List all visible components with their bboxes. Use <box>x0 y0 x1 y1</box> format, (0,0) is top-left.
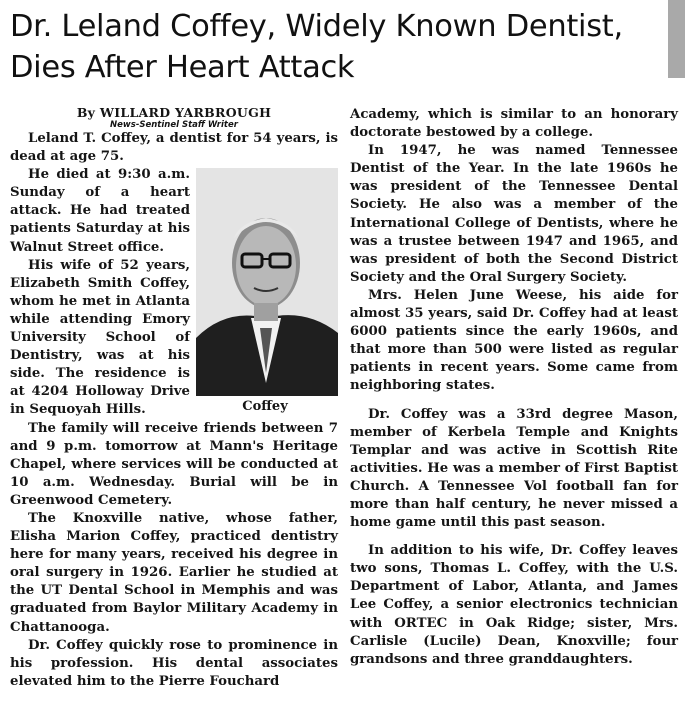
article-column-1 <box>10 105 338 691</box>
paragraph: Dr. Coffey was a 33rd degree Mason, member of Kerbela Temple and Knights Templar and was active in Scottish Rite activities. He was a member of First Baptist Church. A Tennessee Vol football fan for more than half century, he never missed a home game until this past season. <box>350 406 678 531</box>
portrait-photo <box>196 168 338 396</box>
paragraph: The family will receive friends between 7 and 9 p.m. tomorrow at Mann's Heritage Chapel, where services will be conducted at 10 a.m. Wednesday. Burial will be in Greenwood Cemetery. <box>10 420 338 508</box>
byline <box>10 105 338 130</box>
photo-figure <box>196 168 338 418</box>
paragraph: In addition to his wife, Dr. Coffey leaves two sons, Thomas L. Coffey, with the U.S. Department of Labor, Atlanta, and James Lee Coffey, a senior electronics technician with ORTEC in Oak Ridge; sister, Mrs. Carlisle (Lucile) Dean, Knoxville; four grandsons and three granddaughters. <box>350 543 678 667</box>
headline: Dr. Leland Coffey, Widely Known Dentist, Dies After Heart Attack <box>10 9 623 85</box>
paragraph: His wife of 52 years, Elizabeth Smith Coffey, whom he met in Atlanta while attending Emory University School of Dentistry, was at his side. The residence is at 4204 Holloway Drive in Sequoyah Hills. <box>10 257 190 418</box>
paragraph: Dr. Coffey quickly rose to prominence in his profession. His dental associates elevated him to the Pierre Fouchard <box>10 637 338 689</box>
paragraph: In 1947, he was named Tennessee Dentist of the Year. In the late 1960s he was president of the Tennessee Dental Society. He also was a member of the International College of Dentists, where he was a trustee between 1947 and 1965, and was president of both the Second District Society and the Oral Surgery Society. <box>350 143 678 285</box>
scrollbar[interactable] <box>668 0 685 78</box>
byline-role: News-Sentinel Staff Writer <box>110 120 238 130</box>
article-column-2 <box>350 106 678 669</box>
paragraph: Leland T. Coffey, a dentist for 54 years, is dead at age 75. <box>10 131 338 165</box>
paragraph: Academy, which is similar to an honorary doctorate bestowed by a college. <box>350 107 678 141</box>
byline-name: By WILLARD YARBROUGH <box>76 105 272 120</box>
photo-caption: Coffey <box>242 399 288 415</box>
portrait-illustration <box>196 168 338 396</box>
paragraph: The Knoxville native, whose father, Elisha Marion Coffey, practiced dentistry here for many years, received his degree in oral surgery in 1926. Earlier he studied at the UT Dental School in Memphis and was graduated from Baylor Military Academy in Chattanooga. <box>10 510 338 635</box>
paragraph: Mrs. Helen June Weese, his aide for almost 35 years, said Dr. Coffey had at least 6000 patients since the early 1960s, and that more than 500 were listed as regular patients in recent years. Some came from neighboring states. <box>350 287 678 394</box>
paragraph: He died at 9:30 a.m. Sunday of a heart attack. He had treated patients Saturday at his Walnut Street office. <box>10 167 190 255</box>
